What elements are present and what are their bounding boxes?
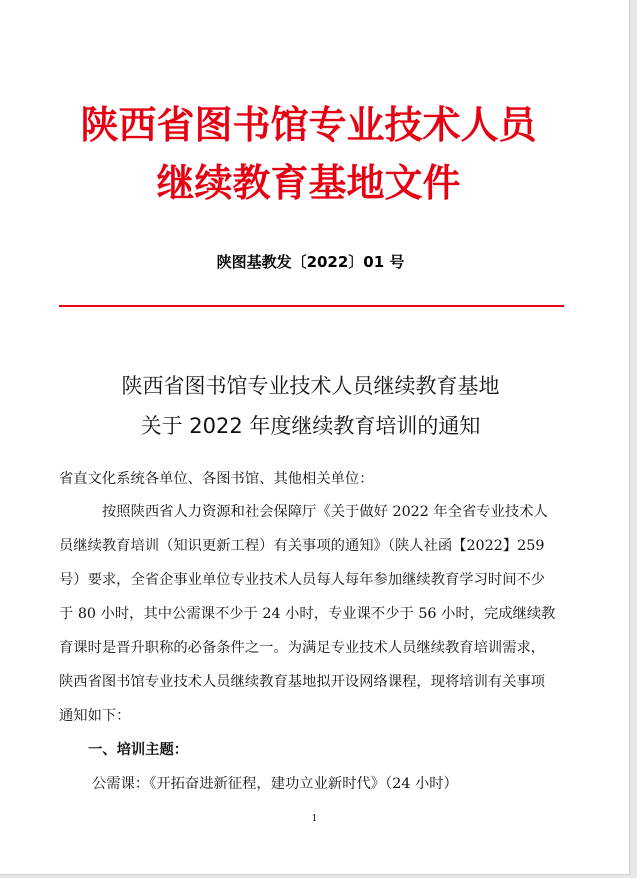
paragraph-line: 于 80 小时，其中公需课不少于 24 小时，专业课不少于 56 小时，完成继续教 — [59, 606, 556, 622]
public-course-line: 公需课：《开拓奋进新征程，建功立业新时代》（24 小时） — [92, 776, 458, 792]
paragraph-line: 陕西省图书馆专业技术人员继续教育基地拟开设网络课程，现将培训有关事项 — [59, 674, 546, 690]
paragraph-line: 员继续教育培训（知识更新工程）有关事项的通知》（陕人社函【2022】259 — [59, 538, 545, 554]
notice-title-line2: 关于 2022 年度继续教育培训的通知 — [140, 414, 481, 438]
header-title-line2: 继续教育基地文件 — [156, 160, 461, 205]
addressee: 省直文化系统各单位、各图书馆、其他相关单位： — [59, 471, 374, 487]
paragraph-line: 号）要求，全省企事业单位专业技术人员每人每年参加继续教育学习时间不少 — [59, 572, 546, 588]
section-heading: 一、培训主题： — [88, 742, 189, 758]
notice-title-line1: 陕西省图书馆专业技术人员继续教育基地 — [121, 374, 500, 398]
document-number: 陕图基教发〔2022〕01 号 — [216, 253, 405, 271]
paragraph-line: 育课时是晋升职称的必备条件之一。为满足专业技术人员继续教育培训需求， — [59, 640, 546, 656]
header-title-line1: 陕西省图书馆专业技术人员 — [80, 102, 537, 147]
page-number: 1 — [311, 814, 318, 824]
red-divider — [59, 305, 564, 307]
paragraph-line: 通知如下： — [59, 708, 131, 724]
paragraph-line: 按照陕西省人力资源和社会保障厅《关于做好 2022 年全省专业技术人 — [102, 504, 548, 520]
